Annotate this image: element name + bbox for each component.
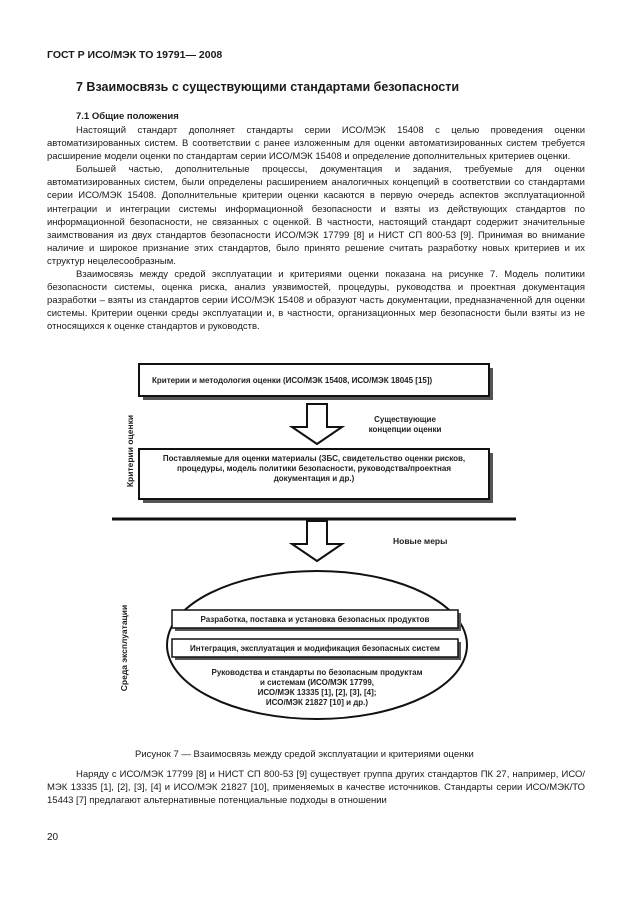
- ellipse-line: ИСО/МЭК 21827 [10] и др.): [265, 698, 369, 707]
- body-text-after-figure: [47, 768, 585, 807]
- figure-diagram: [0, 355, 630, 720]
- ellipse-line: и системам (ИСО/МЭК 17799,: [260, 678, 374, 687]
- paragraph-3: Взаимосвязь между средой эксплуатации и критериями оценки показана на рисунке 7. Модель политики безопасности системы, оценка риска, анализ уязвимостей, процедуры, руководства и проектная документация разработки – взяты из стандартов серии ИСО/МЭК 15408 и образуют часть документации, предназначенной для оценки системы. Критерии оценки среды эксплуатации и, в частности, организационных мер безопасности были взяты из не относящихся к оценке стандартов и руководств.: [47, 269, 585, 333]
- subsection-title: 7.1 Общие положения: [76, 111, 179, 122]
- arrow-label: Существующие концепции оценки: [368, 415, 442, 434]
- ellipse-line: ИСО/МЭК 13335 [1], [2], [3], [4];: [257, 688, 377, 697]
- body-text-before-figure: [47, 124, 585, 334]
- top-box-label: Критерии и методология оценки (ИСО/МЭК 15408, ИСО/МЭК 18045 [15]): [152, 376, 433, 385]
- middle-box-label: Поставляемые для оценки материалы (ЗБС, свидетельство оценки рисков, процедуры, модель политики безопасности, руководства/проектная документация и др.): [162, 454, 466, 483]
- figure-7: [0, 355, 630, 720]
- down-arrow-icon: [292, 521, 342, 561]
- paragraph-1: Настоящий стандарт дополняет стандарты серии ИСО/МЭК 15408 с целью проведения оценки автоматизированных систем. В соответствии с ранее изложенным для оценки автоматизированных систем требуется расширение модели оценки по стандартам серии ИСО/МЭК 15408 и определение дополнительных критериев оценки.: [47, 125, 585, 163]
- new-measures-label: Новые меры: [393, 536, 448, 546]
- document-header: ГОСТ Р ИСО/МЭК ТО 19791— 2008: [47, 49, 223, 61]
- inner-box-2-label: Интеграция, эксплуатация и модификация безопасных систем: [190, 644, 440, 653]
- paragraph-2: Большей частью, дополнительные процессы, документация и задания, требуемые для оценки автоматизированных систем, были определены расширением аналогичных концепций в соответствии со стандартами серии ИСО/МЭК 15408. Дополнительные критерии оценки касаются в первую очередь аспектов эксплуатационной интеграции и интеграции системы информационной безопасности и взяты из действующих стандартов по информационной безопасности, не связанных с оценкой. В частности, настоящий стандарт содержит значительные заимствования из двух стандартов безопасности ИСО/МЭК 17799 [8] и НИСТ СП 800-53 [9]. Принимая во внимание наличие и широкое признание этих стандартов, было принято решение считать разработку новых критериев и их структур нецелесообразным.: [47, 164, 585, 267]
- ellipse-line: Руководства и стандарты по безопасным продуктам: [211, 668, 423, 677]
- left-label-environment: Среда эксплуатации: [119, 604, 129, 692]
- section-title: 7 Взаимосвязь с существующими стандартами безопасности: [76, 80, 460, 94]
- ellipse-text: [182, 668, 452, 708]
- figure-caption: Рисунок 7 — Взаимосвязь между средой эксплуатации и критериями оценки: [135, 749, 474, 760]
- left-label-criteria: Критерии оценки: [125, 414, 135, 488]
- page-number: 20: [47, 832, 59, 843]
- inner-box-1-label: Разработка, поставка и установка безопасных продуктов: [200, 615, 430, 624]
- paragraph-4: Наряду с ИСО/МЭК 17799 [8] и НИСТ СП 800-53 [9] существует группа других стандартов ПК 27, например, ИСО/МЭК 13335 [1], [2], [3], [4] и ИСО/МЭК 21827 [10], применяемых в качестве источников. Стандарты серии ИСО/МЭК/ТО 15443 [7] предлагают альтернативные потенциальные подходы в отношении: [47, 769, 585, 807]
- down-arrow-icon: [292, 404, 342, 444]
